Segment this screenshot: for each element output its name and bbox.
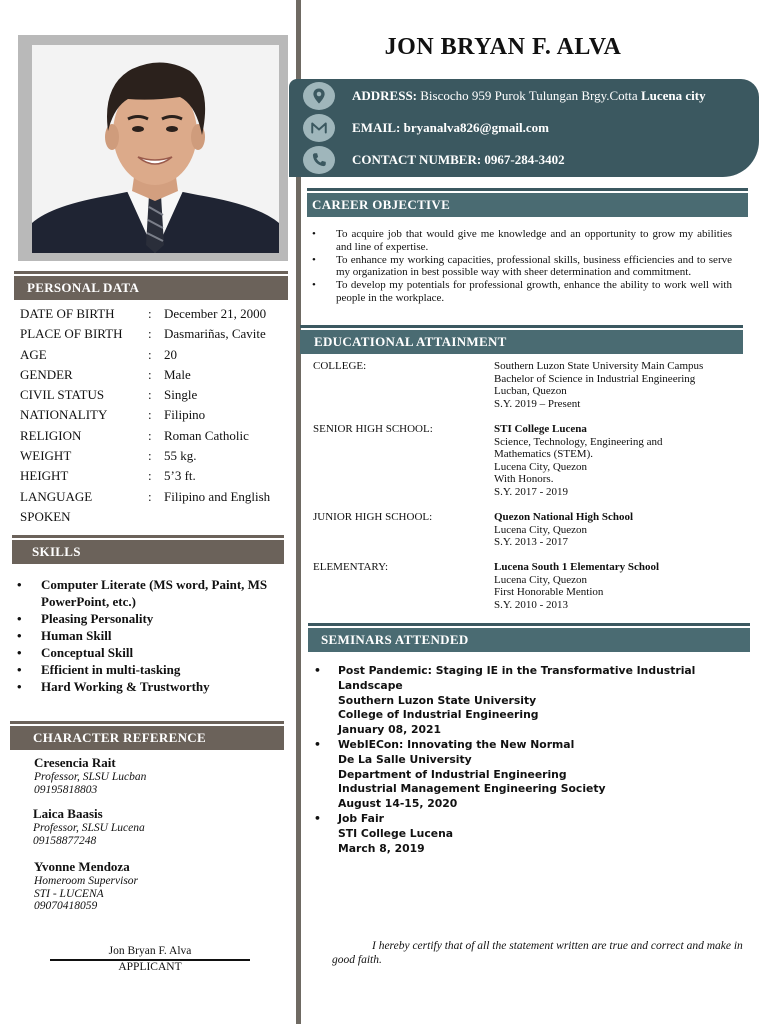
career-item: • To acquire job that would give me knowledge and an opportunity to grow my abilities and line of expertise.	[310, 228, 732, 254]
phone-row	[303, 146, 565, 174]
pd-row-civil-status	[20, 387, 290, 407]
pd-value: December 21, 2000	[164, 306, 267, 321]
education-year: S.Y. 2019 – Present	[494, 397, 581, 410]
education-honor: First Honorable Mention	[494, 586, 604, 599]
skill-item: • Human Skill	[15, 627, 295, 644]
reference-phone: 09070418059	[34, 900, 98, 912]
education-year: S.Y. 2010 - 2013	[494, 598, 569, 611]
education-level: ELEMENTARY:	[313, 561, 389, 573]
education-level: COLLEGE:	[313, 360, 367, 372]
pd-value: Single	[164, 387, 198, 402]
reference-phone: 09158877248	[33, 834, 97, 847]
reference-name: Laica Baasis	[33, 806, 103, 821]
education-junior-high	[313, 511, 743, 549]
education-detail	[494, 511, 743, 549]
pd-row-nationality	[20, 407, 290, 427]
pd-value: Filipino and English	[164, 489, 271, 504]
seminars-list	[312, 664, 752, 856]
pd-value: Male	[164, 367, 191, 382]
email-text	[352, 120, 549, 136]
skill-item: • Computer Literate (MS word, Paint, MS PowerPoint, etc.)	[15, 576, 295, 610]
education-elementary-clip	[300, 554, 760, 611]
pd-row-religion	[20, 428, 290, 448]
skills-header	[12, 540, 284, 564]
phone-icon	[303, 146, 335, 174]
pd-row-pob	[20, 326, 290, 346]
skill-item: • Efficient in multi-tasking	[15, 661, 295, 678]
certification-statement: I hereby certify that of all the statement written are true and correct and make in good faith.	[332, 940, 743, 966]
skills-list	[15, 576, 295, 695]
reference-position: Professor, SLSU Lucban	[34, 771, 147, 783]
pd-value: Filipino	[164, 407, 206, 422]
pd-colon: :	[148, 489, 152, 504]
personal-data-topline	[14, 271, 288, 274]
pd-label: WEIGHT	[20, 448, 72, 463]
education-header	[300, 330, 743, 354]
pd-colon	[148, 509, 164, 529]
phone-text	[352, 152, 565, 168]
pd-label: RELIGION	[20, 428, 82, 443]
pd-value: Dasmariñas, Cavite	[164, 326, 266, 341]
pd-row-dob	[20, 306, 290, 326]
seminars-title: SEMINARS ATTENDED	[321, 632, 469, 647]
education-honor: With Honors.	[494, 473, 554, 486]
applicant-name: JON BRYAN F. ALVA	[384, 34, 622, 60]
seminar-host: STI College Lucena	[338, 826, 454, 840]
seminars-header	[308, 628, 750, 652]
reference-item	[33, 806, 283, 847]
reference-topline	[10, 721, 284, 724]
skill-item: • Conceptual Skill	[15, 644, 295, 661]
seminar-dept: Department of Industrial Engineering	[338, 767, 567, 781]
reference-name: Yvonne Mendoza	[34, 859, 130, 874]
skill-item: • Hard Working & Trustworthy	[15, 678, 295, 695]
seminar-item	[312, 812, 752, 856]
pd-colon: :	[148, 326, 152, 341]
seminar-date: March 8, 2019	[338, 841, 425, 855]
pd-label: LANGUAGE	[20, 489, 93, 504]
pd-label: PLACE OF BIRTH	[20, 326, 123, 341]
pd-label: DATE OF BIRTH	[20, 306, 115, 321]
education-school: Lucena South 1 Elementary School	[494, 561, 660, 573]
reference-name: Cresencia Rait	[34, 755, 116, 770]
profile-photo-frame	[18, 35, 288, 261]
education-detail	[494, 423, 743, 499]
education-level: JUNIOR HIGH SCHOOL:	[313, 511, 433, 523]
seminar-society: Industrial Management Engineering Society	[338, 782, 606, 796]
reference-school: STI - LUCENA	[34, 887, 104, 900]
seminar-title: • WebIECon: Innovating the New Normal	[338, 737, 575, 751]
contact-banner	[289, 79, 759, 177]
education-program: Bachelor of Science in Industrial Engineering	[494, 372, 696, 385]
seminar-title: • Job Fair	[338, 811, 384, 825]
pd-value	[164, 509, 290, 529]
education-senior-high	[313, 423, 743, 499]
personal-data-header	[14, 276, 288, 300]
seminar-date: August 14-15, 2020	[338, 797, 458, 811]
reference-header	[10, 726, 284, 750]
education-location: Lucban, Quezon	[494, 385, 567, 398]
phone-value: CONTACT NUMBER: 0967-284-3402	[352, 152, 565, 167]
pd-value: Roman Catholic	[164, 428, 249, 443]
profile-photo	[32, 45, 279, 253]
pd-colon: :	[148, 407, 152, 422]
seminar-dept: College of Industrial Engineering	[338, 708, 539, 722]
signature-name: Jon Bryan F. Alva	[108, 945, 192, 957]
career-header	[307, 193, 748, 217]
pd-colon: :	[148, 306, 152, 321]
education-topline	[300, 325, 743, 328]
address-label: ADDRESS:	[352, 88, 418, 103]
career-list	[310, 228, 732, 305]
pd-colon: :	[148, 428, 152, 443]
reference-title: CHARACTER REFERENCE	[33, 730, 206, 745]
education-location: Lucena City, Quezon	[494, 573, 588, 586]
education-location: Lucena City, Quezon	[494, 460, 588, 473]
location-pin-icon	[303, 82, 335, 110]
pd-colon: :	[148, 367, 152, 382]
education-college	[313, 360, 743, 410]
education-school: Quezon National High School	[494, 511, 634, 523]
seminars-topline	[308, 623, 750, 626]
seminar-item	[312, 738, 752, 812]
pd-row-height	[20, 468, 290, 488]
education-strand: Science, Technology, Engineering and	[494, 435, 663, 448]
pd-row-age	[20, 347, 290, 367]
seminar-host: Southern Luzon State University	[338, 693, 537, 707]
pd-row-weight	[20, 448, 290, 468]
signature-caption: APPLICANT	[118, 961, 182, 973]
education-level: SENIOR HIGH SCHOOL:	[313, 423, 433, 435]
education-school: Southern Luzon State University Main Campus	[494, 360, 704, 372]
education-detail	[494, 561, 743, 611]
email-value: EMAIL: bryanalva826@gmail.com	[352, 120, 549, 135]
pd-colon: :	[148, 448, 152, 463]
reference-item	[34, 755, 284, 796]
email-icon	[303, 114, 335, 142]
seminar-date: January 08, 2021	[338, 723, 442, 737]
education-strand: Mathematics (STEM).	[494, 448, 593, 461]
education-school: STI College Lucena	[494, 423, 587, 435]
email-row	[303, 114, 549, 142]
address-city: Lucena city	[640, 88, 706, 103]
skills-topline	[12, 535, 284, 538]
pd-row-language-spoken	[20, 509, 290, 529]
seminar-item	[312, 664, 752, 738]
education-detail	[494, 360, 743, 410]
education-elementary	[313, 561, 743, 611]
pd-row-gender	[20, 367, 290, 387]
seminar-host: De La Salle University	[338, 752, 472, 766]
pd-colon: :	[148, 468, 152, 483]
pd-label: HEIGHT	[20, 468, 69, 483]
education-year: S.Y. 2013 - 2017	[494, 536, 569, 549]
career-topline	[307, 188, 748, 191]
education-year: S.Y. 2017 - 2019	[494, 485, 569, 498]
pd-label: SPOKEN	[20, 509, 71, 524]
address-value: Biscocho 959 Purok Tulungan Brgy.Cotta	[420, 88, 638, 103]
pd-label: GENDER	[20, 367, 73, 382]
seminar-title: • Post Pandemic: Staging IE in the Transformative Industrial Landscape	[338, 664, 696, 692]
personal-data-title: PERSONAL DATA	[27, 280, 140, 295]
reference-position: Professor, SLSU Lucena	[33, 822, 145, 834]
reference-phone: 09195818803	[34, 783, 98, 796]
skill-item: • Pleasing Personality	[15, 610, 295, 627]
pd-label: NATIONALITY	[20, 407, 108, 422]
pd-label: AGE	[20, 347, 47, 362]
address-text	[352, 88, 706, 104]
pd-value: 5’3 ft.	[164, 468, 196, 483]
pd-value: 20	[164, 347, 177, 362]
career-item: • To develop my potentials for professional growth, enhance the ability to work well with people in the workplace.	[310, 279, 732, 305]
reference-position: Homeroom Supervisor	[34, 875, 139, 887]
career-title: CAREER OBJECTIVE	[312, 197, 451, 212]
education-title: EDUCATIONAL ATTAINMENT	[314, 334, 507, 349]
reference-item	[34, 859, 284, 913]
pd-label: CIVIL STATUS	[20, 387, 105, 402]
pd-row-language	[20, 489, 290, 509]
education-location: Lucena City, Quezon	[494, 523, 588, 536]
pd-colon: :	[148, 387, 152, 402]
skills-title: SKILLS	[32, 544, 81, 559]
address-row	[303, 82, 706, 110]
pd-colon: :	[148, 347, 152, 362]
pd-value: 55 kg.	[164, 448, 197, 463]
career-item: • To enhance my working capacities, professional skills, business efficiencies and to serve my organization in best possible way with sheer determination and commitment.	[310, 254, 732, 280]
